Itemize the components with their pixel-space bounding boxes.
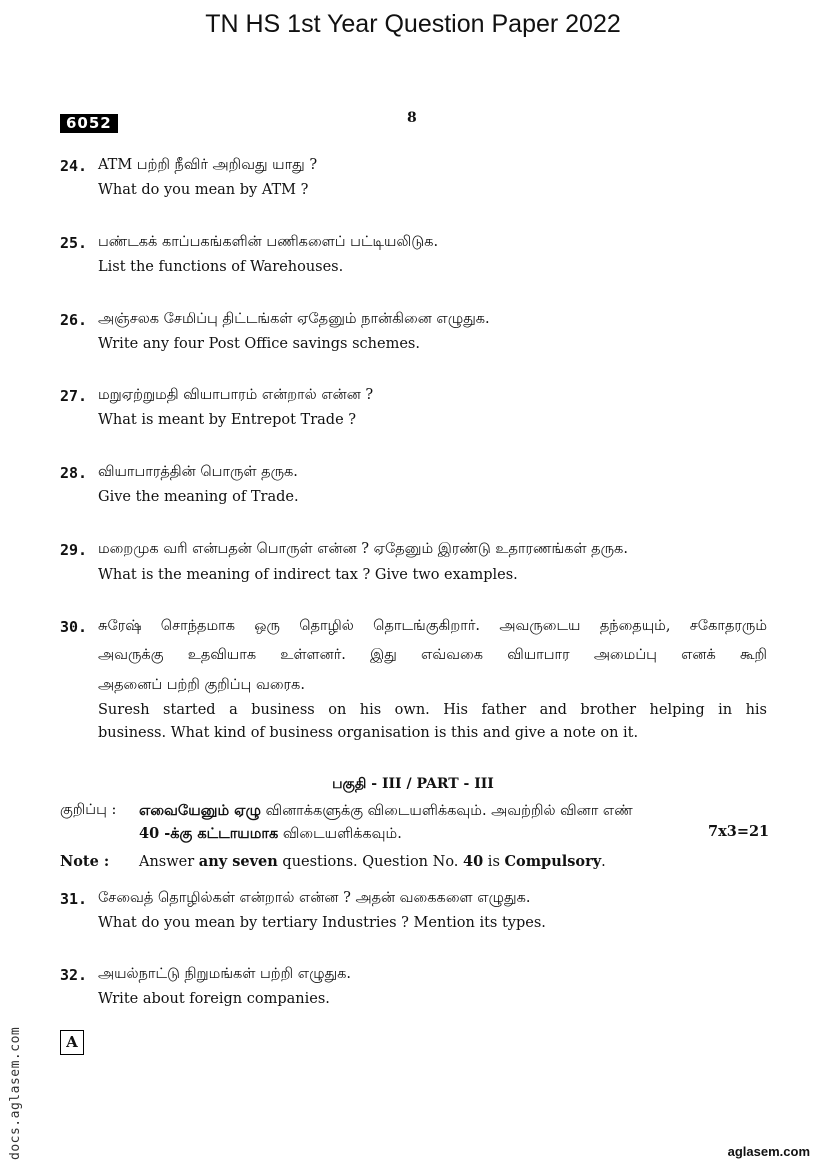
question-number: 31.	[60, 890, 88, 908]
part-heading: பகுதி - III / PART - III	[332, 776, 494, 792]
side-watermark-url: docs.aglasem.com	[8, 1026, 23, 1160]
page-title: TN HS 1st Year Question Paper 2022	[205, 10, 621, 38]
tamil-note-label: குறிப்பு :	[60, 802, 117, 818]
question-text-tamil: சேவைத் தொழில்கள் என்றால் என்ன ? அதன் வகைகளை எழுதுக.	[98, 890, 531, 906]
note-text-1: Answer	[139, 854, 199, 870]
tamil-note-line2	[139, 825, 402, 844]
question-text-tamil: மறுஏற்றுமதி வியாபாரம் என்றால் என்ன ?	[98, 387, 374, 403]
tamil-note-line1-bold: எவையேனும் ஏழு	[139, 802, 261, 819]
question-text-english: business. What kind of business organisation is this and give a note on it.	[98, 725, 639, 741]
question-number: 24.	[60, 157, 88, 175]
paper-code-badge: 6052	[60, 114, 118, 133]
question-number: 26.	[60, 311, 88, 329]
question-number: 29.	[60, 541, 88, 559]
tamil-note-line1	[139, 802, 633, 821]
question-number: 28.	[60, 464, 88, 482]
question-text-tamil: வியாபாரத்தின் பொருள் தருக.	[98, 464, 298, 480]
marks-label: 7x3=21	[708, 823, 770, 840]
note-text-6: Compulsory	[504, 853, 602, 870]
question-text-english: What is meant by Entrepot Trade ?	[98, 412, 357, 428]
note-text-3: questions. Question No.	[277, 854, 464, 870]
note-label: Note :	[60, 853, 110, 870]
question-text-tamil: அஞ்சலக சேமிப்பு திட்டங்கள் ஏதேனும் நான்கினை எழுதுக.	[98, 311, 490, 327]
version-box: A	[60, 1030, 84, 1055]
tamil-note-line2-bold: 40 -க்கு கட்டாயமாக	[139, 825, 279, 842]
question-text-english: List the functions of Warehouses.	[98, 259, 344, 275]
question-text-english: Give the meaning of Trade.	[98, 489, 299, 505]
question-number: 27.	[60, 387, 88, 405]
question-text-tamil: மறைமுக வரி என்பதன் பொருள் என்ன ? ஏதேனும் இரண்டு உதாரணங்கள் தருக.	[98, 541, 628, 557]
question-text-tamil: அயல்நாட்டு நிறுமங்கள் பற்றி எழுதுக.	[98, 966, 352, 982]
question-text-english: Write about foreign companies.	[98, 991, 330, 1007]
question-text-english: Suresh started a business on his own. His father and brother helping in his	[98, 702, 767, 718]
question-number: 25.	[60, 234, 88, 252]
question-number: 32.	[60, 966, 88, 984]
note-text-4: 40	[463, 853, 484, 870]
question-text-tamil: அவருக்கு உதவியாக உள்ளனர். இது எவ்வகை வியாபார அமைப்பு எனக் கூறி	[98, 647, 767, 663]
question-text-tamil: ATM பற்றி நீவிர் அறிவது யாது ?	[98, 157, 318, 173]
note-text-5: is	[483, 854, 505, 870]
question-text-english: What do you mean by ATM ?	[98, 182, 309, 198]
question-text-tamil: அதனைப் பற்றி குறிப்பு வரைக.	[98, 677, 305, 693]
footer-brand: aglasem.com	[727, 1144, 810, 1159]
question-text-english: What is the meaning of indirect tax ? Give two examples.	[98, 567, 518, 583]
note-text	[139, 853, 606, 870]
note-text-2: any seven	[198, 853, 278, 870]
question-text-tamil: சுரேஷ் சொந்தமாக ஒரு தொழில் தொடங்குகிறார். அவருடைய தந்தையும், சகோதரரும்	[98, 618, 767, 634]
question-number: 30.	[60, 618, 88, 636]
tamil-note-line1-rest: வினாக்களுக்கு விடையளிக்கவும். அவற்றில் வினா எண்	[260, 803, 633, 819]
note-text-7: .	[601, 854, 606, 870]
tamil-note-line2-rest: விடையளிக்கவும்.	[278, 826, 402, 842]
page-number: 8	[407, 110, 417, 126]
question-text-tamil: பண்டகக் காப்பகங்களின் பணிகளைப் பட்டியலிடுக.	[98, 234, 439, 250]
question-text-english: What do you mean by tertiary Industries ? Mention its types.	[98, 915, 546, 931]
question-text-english: Write any four Post Office savings schemes.	[98, 336, 420, 352]
